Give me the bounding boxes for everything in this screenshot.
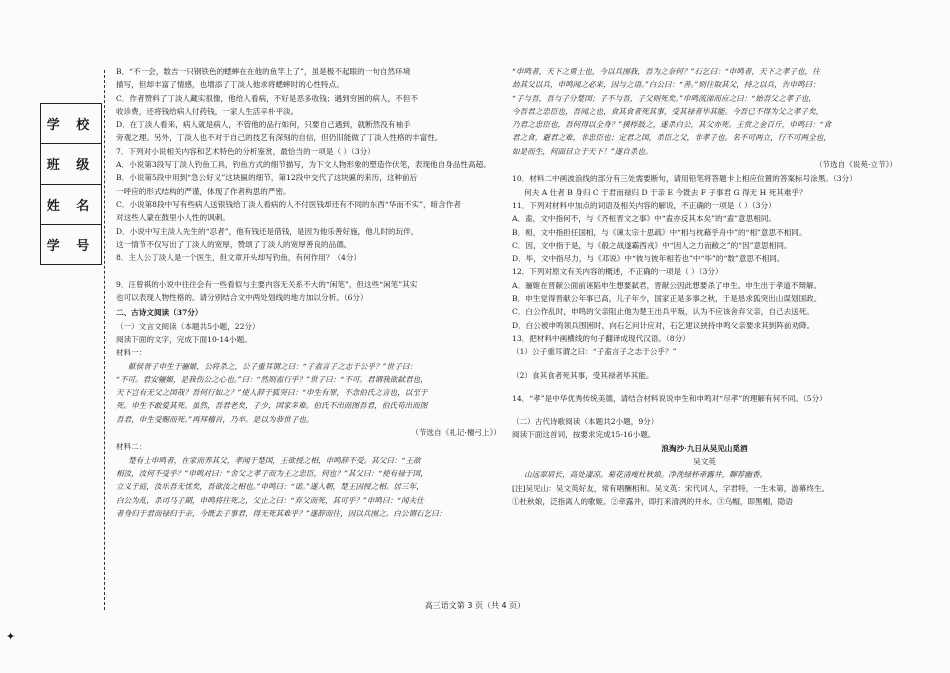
material-2-line: “子与吾，吾与子分楚国；子不与吾，子父则死矣。”申鸣流涕而应之曰：“始吾父之孝子也， [512, 93, 816, 103]
poem-author: 吴文英 [693, 457, 716, 467]
class-label: 班 级 [41, 144, 101, 184]
material-2-line: 相汝，汝何不受乎？”申鸣对曰：“舍父之孝子而为王之忠臣，何也？”其父曰：“使有禄于国， [116, 468, 428, 478]
question-line: D．小说中写主淡人先生的“忍者”，他有钱还是借钱，是因为他乐善好施，他儿时的玩伴， [116, 226, 419, 236]
question-line: B．“不一会，数吉一只钢铁色的蟋蟀在在他的鱼竿上了”，虽是极不起眼的一句自然环境 [116, 67, 411, 76]
material-2-line: 楚有士申鸣者，在家而养其父，孝闻于楚国，王欲授之相，申鸣辞不受。其父曰：“王欲 [128, 455, 421, 465]
question-13-part-1: （1）公子重耳谓之曰：“子盍言子之志于公乎？” [512, 347, 677, 357]
question-13-part-2: （2）食其食者死其事，受其禄者毕其能。 [512, 370, 654, 380]
poem-note-1: [注]吴见山：吴文英好友，常有唱酬相和。吴文英：宋代词人，字君特，一生未第，游幕终生。 [512, 483, 830, 493]
option-line: C．因，文中指于是，与《殽之战遂霸西戎》中“因人之力而敝之”的“因”意思相同。 [512, 240, 792, 250]
poetry-subsection-heading: （二）古代诗歌阅读（本题共2小题，9分） [512, 417, 659, 427]
corner-mark-icon: ✦ [6, 630, 16, 643]
option-line: D．白公被申鸣领兵围困时，向石乞问计应对，石乞建议挟持申鸣父亲要求其到阵前劝降。 [512, 320, 815, 330]
question-11-options [512, 213, 897, 265]
material-2-line: 劫其父以兵，申鸣闻之必来，因与之语。”白公曰：“善。”则往取其父，持之以兵，告申鸣曰： [512, 80, 820, 90]
left-column [116, 66, 501, 521]
question-10-sentence: 何夫 A 仕者 B 身归 C 于君而禄归 D 于亲 E 今既去 F 子事君 G 得无 H 死其难乎？ [524, 187, 807, 197]
material-1-text [116, 361, 501, 426]
option-line: D．毕，文中指尽力，与《邓说》中“彼与彼年相若也”中“毕”的“数”意思不相同。 [512, 254, 785, 264]
question-line: 对这些人蒙在鼓里小人性的讽刺。 [116, 213, 230, 223]
material-1-line: 献侯晋子申生于骊姬，公将杀之，公子重耳谓之曰：“子盍言子之志于公乎？”世子曰： [128, 361, 417, 371]
question-14: 14．“孝”是中华优秀传统美德，请结合材料说说申生和申鸣对“尽孝”的理解有何不同。（5分） [512, 393, 827, 403]
material-1-line: 吾君，申生受赐而死。”再拜稽首，乃卒。是以为恭世子也。 [116, 414, 314, 424]
material-2-line: 者身归于君而禄归于亲，今既去子事君，得无死其难乎？”遂辞而往，因以兵围之。白公谓石乞曰： [116, 508, 447, 518]
material-1-line: 天下岂有无父之国哉？吾何行如之？”使人辞于狐突曰：“申生有罪，不念伯氏之言也，以至于 [116, 388, 428, 398]
question-line: 旁观之理。另外，丁淡人也不对于自己的技艺有深刻的自信，但仍旧能做了丁淡人性格的丰富性。 [116, 133, 443, 143]
material-1-line: “不可。君安骊姬，是我伤公之心也。”曰：“然则盍行乎？”世子曰：“不可。君谓我欲弑君也， [116, 374, 428, 384]
school-label: 学 校 [41, 104, 101, 144]
material-2-label: 材料二： [116, 442, 147, 452]
question-line: C．作者赞料了丁淡人藏实很像，他给人看病，不好是恶多收钱；遇到穷困的病人，不但不 [116, 93, 418, 103]
question-line: 描写，但却丰富了情感，也增添了丁淡人他求将蟋蟀时的心性特点。 [116, 80, 344, 90]
name-label: 姓 名 [41, 185, 101, 225]
question-12-options [512, 280, 897, 332]
section-2-heading: 二、古诗文阅读（37分） [116, 308, 203, 318]
question-line: C．小说第8段中写有些病人送银钱给丁淡人看病的人不付医钱却还有不同的东西“华而不实”，暗含作者 [116, 199, 461, 209]
material-2-line: 君之食，避君之难，非忠臣也；定君之国，杀臣之父，非孝子也。名不可两立，行不可两全也， [512, 133, 831, 143]
poem-note-2: ①杜秋娘，泛指离人的歌姬。②牵露井，即打来清洌的井水。③乌帽，即黑帽，隐语 [512, 496, 793, 506]
question-line: D．在丁淡人看来，病人就是病人，不管他的品行如何，只要自己遇到，就断然没有袖手 [116, 120, 411, 130]
number-label: 学 号 [46, 238, 96, 254]
question-line: 7．下列对小说相关内容和艺术特色的分析鉴赏，最恰当的一项是（ ）（3分） [116, 146, 375, 156]
question-13: 13．把材料中画横线的句子翻译成现代汉语。（8分） [512, 333, 690, 343]
question-line: 这一情节不仅写出了丁淡人的宽厚，赞颂了丁淡人的宽厚善良的品德。 [116, 239, 352, 249]
option-line: A．盍，文中指何不，与《齐桓晋文之事》中“盍亦反其本矣”的“盍”意思相同。 [512, 214, 777, 224]
material-2-line: “申鸣者，天下之勇士也，今以兵围我，吾为之奈何？”石乞曰：“申鸣者，天下之孝子也，往 [512, 67, 820, 76]
material-1-line: 死。申生不敢爱其死。虽然，吾君老矣，子少，国家多难。伯氏不出而图吾君，伯氏苟出而图 [116, 401, 428, 411]
question-11: 11．下列对材料中加点的词语及相关内容的解说，不正确的一项是（ ）（3分） [512, 200, 776, 210]
poetry-instruction: 阅读下面这首词，按要求完成15-16小题。 [512, 430, 656, 440]
question-line: 9．汪曾祺的小说中往往会有一些看似与主要内容无关系不大的“闲笔”，但这些“闲笔”其实 [116, 279, 418, 289]
right-column [512, 66, 897, 509]
classical-subsection-heading: （一）文言文阅读（本题共5小题，22分） [116, 321, 260, 331]
question-line: 一呼应的形式结构的严谨，体现了作者构思的严密。 [116, 186, 291, 196]
material-2-line: 白公为乱，杀司马子期，申鸣将往死之，父止之曰：“弃父而死，其可乎？”申鸣曰：“闻夫仕 [116, 495, 424, 505]
question-line: 也可以表现人物性格的。请分别结合文中两处划线的地方加以分析。（6分） [116, 293, 368, 303]
material-2-source: （节选自《说苑·立节》） [814, 160, 897, 170]
question-line: A．小说第3段写丁淡人钓鱼工具，钓鱼方式的细节描写，为下文人物形象的塑造作伏笔，表现他自身品性高超。 [116, 160, 491, 170]
material-2-continued [512, 66, 897, 158]
option-line: B．申生觉得晋献公年事已高，儿子年少，国家正是多事之秋，于是恳求狐突出山谋划国政。 [512, 294, 822, 304]
material-1-label: 材料一： [116, 348, 147, 358]
material-2-line: 乃君之忠臣也，吾何得以全身？”援桴鼓之，遂杀白公，其父亦死。王赏之金百斤，申鸣曰：“食 [512, 120, 832, 130]
poem-title: 浪淘沙·九日从吴见山觅酒 [661, 443, 748, 453]
page-footer: 高三语文第 3 页（共 4 页） [424, 601, 526, 610]
option-line: B．相，文中指担任国相，与《谏太宗十思疏》中“相与枕藉乎舟中”的“相”意思不相同。 [512, 227, 807, 237]
material-2-line: 今吾君之忠臣也，吾闻之也，食其食者死其事，受其禄者毕其能。今吾已不得为父之孝子矣， [512, 106, 824, 116]
question-line: 收诊费，还将钱给病人付药钱，一家人生活辛朴平淡。 [116, 106, 299, 116]
question-line: B．小说第5段中用到“急公好义”这块匾的细节，第12段中交代了这块匾的来历，这种前后 [116, 173, 418, 183]
question-12: 12．下列对原文有关内容的概述，不正确的一项是（ ）（3分） [512, 267, 723, 277]
material-1-source: （节选自《礼记·檀弓上》） [411, 428, 501, 438]
material-2-text [116, 455, 501, 520]
binding-line [104, 70, 105, 610]
classical-instruction: 阅读下面的文字，完成下面10-14小题。 [116, 334, 252, 344]
material-2-line: 如是而生，何面目立于天下！”遂自杀也。 [512, 146, 653, 156]
question-10: 10．材料二中画波浪线的部分有三处需要断句，请用铅笔将答题卡上相应位置的答案标号涂黑。（3分） [512, 174, 857, 184]
question-line [116, 265, 501, 277]
student-info-box [40, 103, 102, 265]
material-2-line: 立义于庭，汝乐吾无忧矣，吾欲汝之相也。”申鸣曰：“诺。”遂入朝，楚王因授之相。居三年， [116, 482, 424, 492]
option-line: A．骊姬在晋献公面前诬陷申生想要弑君，晋献公因此想要杀了申生。申生出于孝道不辩解。 [512, 280, 822, 290]
question-line: 8．主人公丁淡人是一个医生，但文章开头却写钓鱼，有何作用？（4分） [116, 253, 362, 263]
left-question-lines [116, 66, 501, 304]
option-line: C．白公作乱时，申鸣的父亲阻止他为楚王出兵平叛，认为不应该舍弃父亲，自己去送死。 [512, 307, 814, 317]
poem-text: 山远翠眉长，高处凄凉。菊花清瘦杜秋娘。净洗绿杯牵露井，聊荐幽香。 [524, 470, 768, 480]
